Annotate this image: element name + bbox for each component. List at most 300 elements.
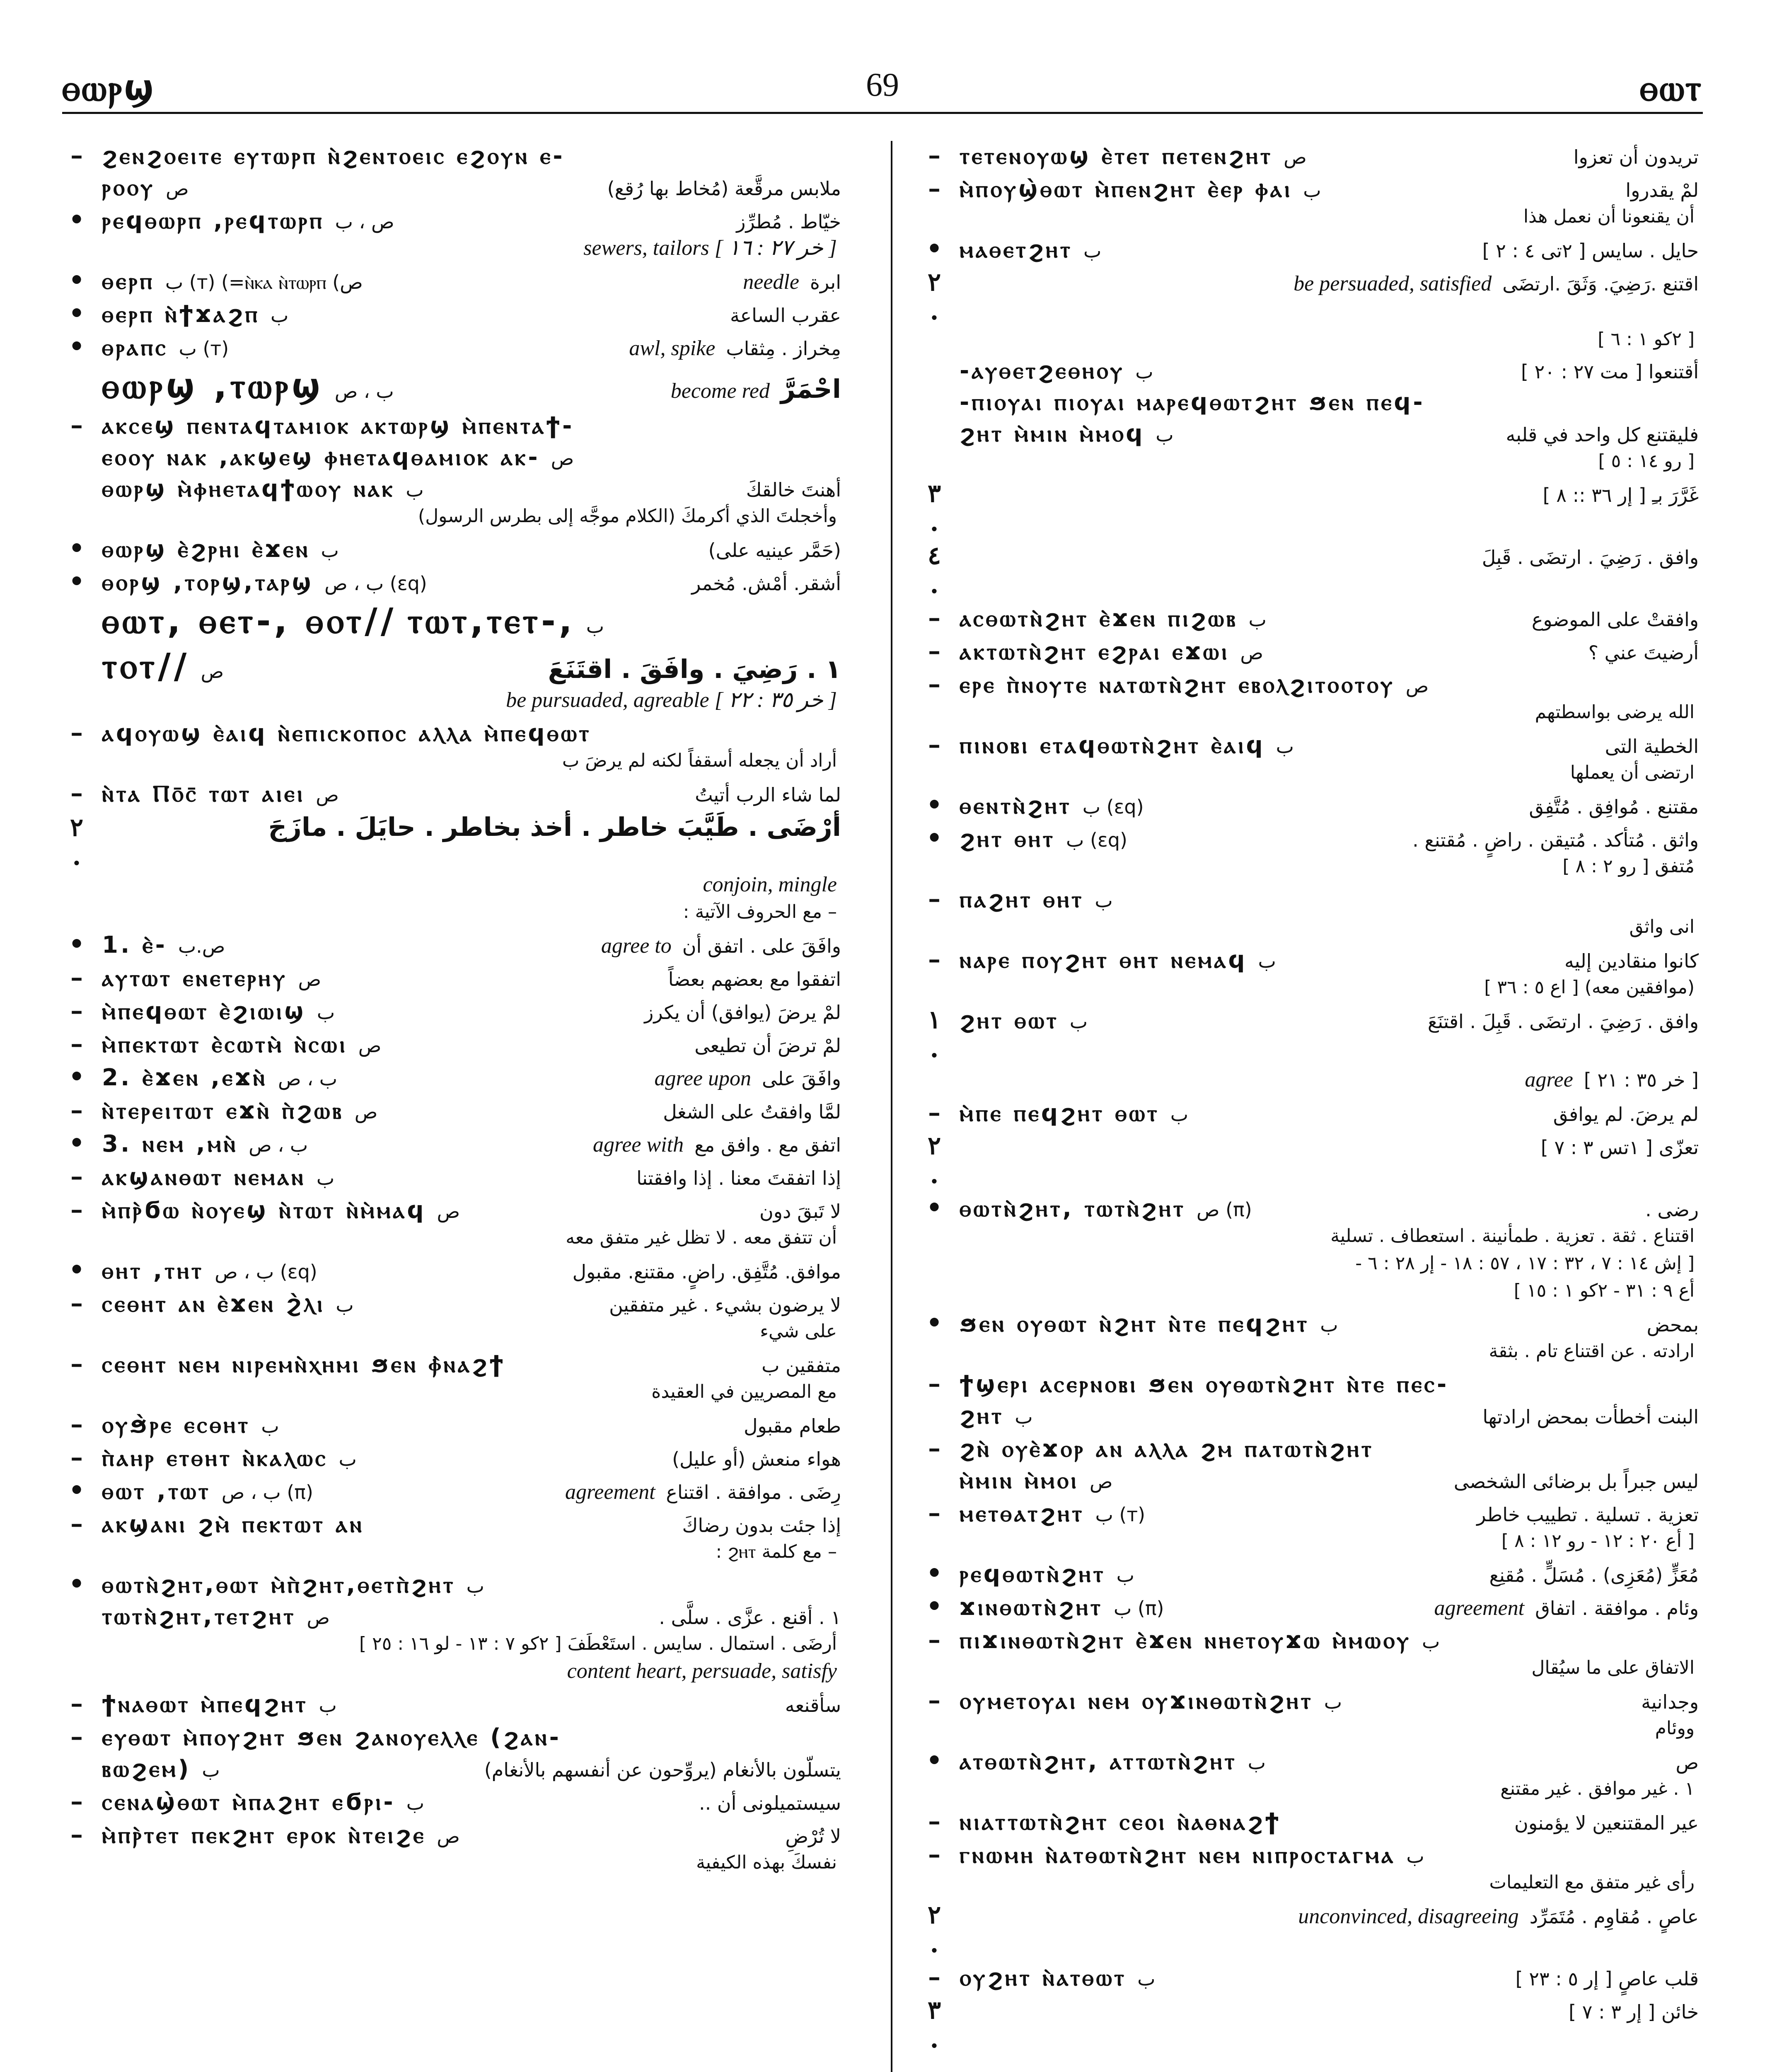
coptic-term: ⲁⲕⲥⲉϣ ⲡⲉⲛⲧⲁϥⲧⲁⲙⲓⲟⲕ ⲁⲕⲧⲱⲣϣ ⲙ̀ⲡⲉⲛⲧⲁϯ- bbox=[102, 412, 575, 439]
entry-subline: مع المصريين في العقيدة bbox=[651, 1381, 837, 1402]
dictionary-entry bbox=[920, 1900, 1699, 1958]
dialect-marker: ب bbox=[1156, 424, 1174, 446]
dictionary-entry bbox=[62, 1443, 841, 1472]
arabic-gloss: أقتنعوا [ مت ٢٧ : ٢٠ ] bbox=[1521, 361, 1699, 383]
dictionary-entry bbox=[920, 1559, 1699, 1588]
entry-line bbox=[920, 1309, 1699, 1338]
entry-bullet: • bbox=[68, 206, 85, 235]
dictionary-entry bbox=[920, 1467, 1699, 1494]
coptic-term: ⲛⲁⲣⲉ ⲡⲟⲩϩⲏⲧ ⲑⲏⲧ ⲛⲉⲙⲁϥ bbox=[960, 946, 1248, 973]
entry-bullet: – bbox=[928, 141, 941, 170]
english-gloss: agree bbox=[1525, 1068, 1573, 1092]
entry-bullet: – bbox=[70, 411, 83, 440]
entry-line bbox=[62, 1570, 841, 1599]
entry-subline: أراد أن يجعله أسقفاً لكنه لم يرضَ ب bbox=[562, 750, 837, 771]
dictionary-entry bbox=[62, 567, 841, 596]
entry-line bbox=[62, 600, 841, 641]
entry-line bbox=[920, 1840, 1699, 1869]
arabic-gloss: لمَّا وافقتُ على الشغل bbox=[663, 1101, 841, 1123]
dialect-marker: ص bbox=[354, 1101, 378, 1123]
entry-line bbox=[920, 824, 1699, 853]
coptic-term: ⲑⲣⲁⲡⲥ bbox=[102, 334, 168, 361]
dictionary-entry bbox=[920, 791, 1699, 820]
arabic-gloss: ص bbox=[1676, 1751, 1699, 1774]
arabic-gloss: ١ . أقنع . عزَّى . سلَّى . bbox=[659, 1606, 841, 1629]
entry-line bbox=[920, 791, 1699, 820]
arabic-gloss: سأقنعه bbox=[785, 1694, 841, 1716]
coptic-term: ⲁⲕϣⲁⲛⲑⲱⲧ ⲛⲉⲙⲁⲛ bbox=[102, 1164, 306, 1191]
coptic-term: ϩⲏⲧ ⲑⲏⲧ bbox=[960, 825, 1056, 852]
coptic-term: ⲁϥⲟⲩⲱϣ ⲉ̀ⲁⲓϥ ⲛ̀ⲉⲡⲓⲥⲕⲟⲡⲟⲥ ⲁⲗⲗⲁ ⲙ̀ⲡⲉϥⲑⲱⲧ bbox=[102, 720, 592, 747]
dictionary-entry bbox=[62, 1289, 841, 1345]
dictionary-entry bbox=[62, 266, 841, 295]
dictionary-entry bbox=[62, 812, 841, 926]
dictionary-entry bbox=[62, 963, 841, 992]
english-gloss: awl, spike bbox=[629, 336, 716, 360]
dictionary-entry bbox=[62, 1129, 841, 1158]
arabic-gloss: اتفق مع . وافق مع bbox=[694, 1134, 841, 1156]
entry-bullet: – bbox=[928, 1840, 941, 1869]
dialect-marker: ب ، ص (εq) bbox=[324, 572, 427, 595]
coptic-term: ⲧⲉⲧⲉⲛⲟⲩⲱϣ ⲉ̀ⲧⲉⲧ ⲡⲉⲧⲉⲛϩⲏⲧ bbox=[960, 143, 1273, 169]
dictionary-entry bbox=[920, 1746, 1699, 1803]
entry-line bbox=[920, 389, 1699, 416]
entry-line bbox=[62, 1129, 841, 1158]
dialect-marker: ب (т) (=ⲛ̀ⲕⲁ ⲛ̀ⲧⲱⲣⲡ (ص bbox=[165, 271, 363, 293]
entry-bullet: – bbox=[70, 1349, 83, 1378]
dictionary-entry bbox=[920, 1402, 1699, 1430]
coptic-term: ⲉⲩⲑⲱⲧ ⲙ̀ⲡⲟⲩϩⲏⲧ ϧⲉⲛ ϩⲁⲛⲟⲩⲉⲗⲗⲉ (ϩⲁⲛ- bbox=[102, 1724, 561, 1751]
entry-line bbox=[920, 1098, 1699, 1127]
arabic-gloss: وافَقَ على bbox=[762, 1067, 841, 1090]
coptic-term: ⲑⲉⲣⲡ bbox=[102, 268, 155, 295]
dialect-marker: ب (π) bbox=[1113, 1597, 1164, 1619]
entry-subline: [ إش ١٤ : ٧ ، ٣٢ : ١٧ ، ٥٧ : ١٨ - إر ٢٨ : ٦ - bbox=[1355, 1253, 1695, 1274]
dialect-marker: ب bbox=[1248, 608, 1267, 631]
entry-line bbox=[62, 963, 841, 992]
dictionary-entry bbox=[62, 1570, 841, 1599]
entry-line bbox=[62, 1820, 841, 1849]
dictionary-entry bbox=[920, 1434, 1699, 1463]
coptic-term: ⲃⲱϩⲉⲙ) bbox=[102, 1755, 191, 1782]
entry-line bbox=[62, 1689, 841, 1718]
entry-bullet: ٣ . bbox=[927, 479, 941, 537]
dictionary-entry bbox=[920, 1369, 1699, 1398]
dictionary-entry bbox=[920, 141, 1699, 170]
coptic-term: ⲙ̀ⲡⲉϥⲑⲱⲧ ⲉ̀ϩⲓⲱⲓϣ bbox=[102, 998, 306, 1025]
coptic-term: ⲅⲛⲱⲙⲏ ⲛ̀ⲁⲧⲑⲱⲧⲛ̀ϩⲏⲧ ⲛⲉⲙ ⲛⲓⲡⲣⲟⲥⲧⲁⲅⲙⲁ bbox=[960, 1842, 1396, 1869]
entry-bullet: – bbox=[70, 1029, 83, 1058]
coptic-term: ⲑⲱⲣϣ ,ⲧⲱⲣϣ bbox=[102, 366, 324, 406]
dialect-marker: ب ، ص (εq) bbox=[215, 1261, 317, 1283]
entry-line bbox=[62, 567, 841, 596]
dialect-marker: ب bbox=[1137, 1968, 1156, 1990]
arabic-gloss: رِضَى . موافقة . اقتناع bbox=[666, 1481, 841, 1503]
coptic-term: ⲙ̀ⲡⲣ̀ϭⲱ ⲛ̀ⲟⲩⲉϣ ⲛ̀ⲧⲱⲧ ⲛ̀ⲙ̀ⲙⲁϥ bbox=[102, 1197, 426, 1224]
entry-line bbox=[62, 1195, 841, 1224]
entry-bullet: – bbox=[928, 1625, 941, 1654]
entry-subline: وأخجلتَ الذي أكرمكَ (الكلام موجَّه إلى بطرس الرسول) bbox=[418, 506, 837, 527]
arabic-gloss: أهنتَ خالقكَ bbox=[746, 479, 841, 501]
entry-line bbox=[62, 646, 841, 687]
dictionary-entry bbox=[920, 389, 1699, 416]
entry-subline: انى واثق bbox=[1629, 916, 1695, 937]
entry-bullet: • bbox=[926, 1309, 943, 1338]
dialect-marker: ب bbox=[271, 304, 289, 327]
dictionary-entry bbox=[62, 534, 841, 563]
dialect-marker: ب ، ص bbox=[278, 1067, 338, 1090]
arabic-gloss: تريدون أن تعزوا bbox=[1573, 146, 1699, 168]
entry-bullet: • bbox=[926, 1592, 943, 1621]
entry-bullet: – bbox=[928, 174, 941, 203]
arabic-gloss: وافق . رَضِيَ . ارتضَى . قَبِلَ . اقتنَعَ bbox=[1427, 1010, 1699, 1033]
entry-subline: [ رو ١٤ : ٥ ] bbox=[1598, 450, 1695, 472]
entry-bullet: – bbox=[70, 1195, 83, 1224]
dialect-marker: ص bbox=[201, 660, 224, 683]
coptic-term: ⲑⲟⲣϣ ,ⲧⲟⲣϣ,ⲧⲁⲣϣ bbox=[102, 569, 314, 596]
entry-line bbox=[62, 1349, 841, 1378]
entry-line bbox=[920, 541, 1699, 599]
arabic-gloss: الخطية التى bbox=[1605, 735, 1699, 758]
arabic-gloss: [ خر ٣٥ : ٢١ ] bbox=[1584, 1069, 1699, 1091]
entry-line bbox=[62, 1509, 841, 1538]
dialect-marker: ب bbox=[1324, 1691, 1342, 1713]
dialect-marker: ب bbox=[338, 1448, 357, 1470]
coptic-term: ⲑⲱⲧ ,ⲧⲱⲧ bbox=[102, 1478, 211, 1505]
entry-line bbox=[920, 235, 1699, 264]
coptic-term: ⲣⲉϥⲑⲱⲧⲛ̀ϩⲏⲧ bbox=[960, 1561, 1106, 1588]
entry-bullet: – bbox=[70, 1820, 83, 1849]
arabic-gloss: وافق . رَضِيَ . ارتضَى . قَبِلَ bbox=[1482, 546, 1699, 569]
dialect-marker: ب bbox=[1069, 1010, 1088, 1033]
entry-line bbox=[62, 1787, 841, 1816]
coptic-term: ϩⲏⲧ ⲑⲱⲧ bbox=[960, 1007, 1059, 1034]
arabic-gloss: احْمَرَّ bbox=[780, 374, 841, 404]
arabic-gloss: حايل . سايس [ ٢تى ٤ : ٢ ] bbox=[1482, 240, 1699, 262]
entry-line bbox=[920, 945, 1699, 974]
dictionary-entry bbox=[920, 479, 1699, 537]
english-gloss: agree with bbox=[593, 1133, 684, 1157]
dialect-marker: ص bbox=[1089, 1470, 1113, 1493]
entry-line bbox=[62, 332, 841, 361]
arabic-gloss: سيستميلونى أن .. bbox=[699, 1792, 841, 1814]
coptic-term: ⲁⲩⲧⲱⲧ ⲉⲛⲉⲧⲉⲣⲏⲩ bbox=[102, 965, 288, 992]
entry-bullet: – bbox=[70, 1096, 83, 1125]
left-column bbox=[62, 141, 841, 2072]
coptic-term: -ⲁⲩⲑⲉⲧϩⲉⲑⲏⲟⲩ bbox=[960, 357, 1125, 384]
entry-line bbox=[920, 1996, 1699, 2054]
entry-bullet: • bbox=[926, 235, 943, 264]
dictionary-entry bbox=[62, 1689, 841, 1718]
dictionary-entry bbox=[62, 1722, 841, 1751]
english-gloss: agreement bbox=[565, 1480, 655, 1504]
coptic-term: 1. ⲉ̀- bbox=[102, 932, 167, 959]
dictionary-entry bbox=[920, 945, 1699, 1001]
entry-bullet: • bbox=[926, 1746, 943, 1775]
dictionary-entry bbox=[920, 174, 1699, 230]
entry-line bbox=[62, 444, 841, 471]
entry-subline: أن يقنعونا أن نعمل هذا bbox=[1523, 206, 1695, 227]
entry-line bbox=[62, 411, 841, 440]
entry-line bbox=[62, 812, 841, 871]
entry-bullet: • bbox=[68, 1256, 85, 1285]
dialect-marker: ب bbox=[319, 1694, 337, 1716]
coptic-term: ⲛⲓⲁⲧⲧⲱⲧⲛ̀ϩⲏⲧ ⲥⲉⲟⲓ ⲛ̀ⲁⲑⲛⲁϩϯ bbox=[960, 1808, 1281, 1835]
dialect-marker: ص bbox=[1284, 146, 1307, 168]
entry-line bbox=[920, 1498, 1699, 1527]
entry-line bbox=[62, 1603, 841, 1630]
entry-bullet: • bbox=[68, 930, 85, 959]
entry-line bbox=[62, 299, 841, 328]
entry-line bbox=[920, 884, 1699, 913]
entry-bullet: • bbox=[68, 534, 85, 563]
arabic-gloss: إذا اتفقتَ معنا . إذا وافقتنا bbox=[636, 1167, 841, 1189]
entry-line bbox=[920, 670, 1699, 699]
dialect-marker: ص bbox=[316, 784, 339, 806]
entry-line bbox=[920, 357, 1699, 385]
dictionary-entry bbox=[62, 1029, 841, 1058]
entry-subline: be pursuaded, agreable [ خر ٣٥ : ٢٢ ] bbox=[506, 688, 837, 712]
dialect-marker: ب (т) bbox=[179, 337, 229, 360]
arabic-gloss: ليس جبراً بل برضائى الشخصى bbox=[1453, 1470, 1699, 1493]
entry-line bbox=[920, 141, 1699, 170]
entry-subline: content heart, persuade, satisfy bbox=[567, 1659, 837, 1683]
coptic-term: ϩⲛ̀ ⲟⲩⲉ̀ϫⲟⲣ ⲁⲛ ⲁⲗⲗⲁ ϩⲙ ⲡⲁⲧⲱⲧⲛ̀ϩⲏⲧ bbox=[960, 1435, 1374, 1462]
dialect-marker: ب bbox=[1276, 735, 1294, 758]
coptic-term: ⲥⲉⲑⲏⲧ ⲁⲛ ⲉ̀ϫⲉⲛ ϩ̀ⲗⲓ bbox=[102, 1290, 325, 1317]
english-gloss: agree to bbox=[601, 934, 672, 958]
entry-bullet: • bbox=[68, 332, 85, 361]
coptic-term: ϯϣⲉⲣⲓ ⲁⲥⲉⲣⲛⲟⲃⲓ ϧⲉⲛ ⲟⲩⲑⲱⲧⲛ̀ϩⲏⲧ ⲛ̀ⲧⲉ ⲡⲉⲥ- bbox=[960, 1371, 1449, 1398]
coptic-term: ⲑⲱⲧⲛ̀ϩⲏⲧ,ⲑⲱⲧ ⲙ̀ⲡ̀ϩⲏⲧ,ⲑⲉⲧⲡ̀ϩⲏⲧ bbox=[102, 1571, 456, 1598]
arabic-gloss: لم يرضَ. لم يوافق bbox=[1553, 1103, 1699, 1126]
arabic-gloss: هواء منعش (أو عليل) bbox=[672, 1448, 841, 1470]
entry-subline: على شيء bbox=[760, 1321, 837, 1342]
coptic-term: ⲡⲓⲛⲟⲃⲓ ⲉⲧⲁϥⲑⲱⲧⲛ̀ϩⲏⲧ ⲉ̀ⲁⲓϥ bbox=[960, 732, 1265, 759]
entry-line bbox=[920, 1193, 1699, 1222]
arabic-gloss: ملابس مرقَّعة (مُخاط بها رُقع) bbox=[607, 177, 841, 200]
dialect-marker: ب ، ص (π) bbox=[221, 1481, 313, 1503]
dictionary-entry bbox=[62, 411, 841, 440]
dialect-marker: ص bbox=[358, 1034, 382, 1057]
entry-line bbox=[920, 1963, 1699, 1992]
arabic-gloss: رضى . bbox=[1645, 1198, 1699, 1221]
dialect-marker: ب bbox=[1258, 950, 1276, 972]
dialect-marker: ب bbox=[1303, 179, 1321, 201]
dictionary-entry bbox=[920, 1098, 1699, 1127]
arabic-gloss: بمحض bbox=[1647, 1314, 1699, 1336]
arabic-gloss: وافَقَ على . اتفق أن bbox=[682, 935, 841, 957]
dictionary-entry bbox=[920, 1067, 1699, 1094]
dictionary-entry bbox=[920, 637, 1699, 666]
arabic-gloss: غَرَّرَ بـِ [ إر ٣٦ :: ٨ ] bbox=[1543, 484, 1699, 506]
entry-subline: conjoin, mingle bbox=[703, 873, 837, 896]
entry-line bbox=[62, 174, 841, 201]
entry-line bbox=[62, 266, 841, 295]
arabic-gloss: كانوا منقادين إليه bbox=[1564, 950, 1699, 972]
entry-bullet: • bbox=[68, 266, 85, 295]
dialect-marker: ص.ب bbox=[178, 935, 225, 957]
arabic-gloss: اتفقوا مع بعضهم بعضاً bbox=[668, 968, 841, 990]
dialect-marker: ب ، ص bbox=[334, 380, 394, 402]
entry-bullet: – bbox=[928, 945, 941, 974]
dialect-marker: ص bbox=[551, 447, 574, 470]
entry-bullet: – bbox=[928, 603, 941, 632]
coptic-term: ⲡ̀ⲁⲏⲣ ⲉⲧⲑⲏⲧ ⲛ̀ⲕⲁⲗⲱⲥ bbox=[102, 1445, 328, 1472]
dictionary-entry bbox=[920, 1807, 1699, 1836]
dictionary-entry bbox=[62, 1787, 841, 1816]
dialect-marker: ص bbox=[1405, 675, 1429, 697]
dictionary-entry bbox=[62, 206, 841, 262]
entry-subline: ووئام bbox=[1655, 1718, 1695, 1739]
english-gloss: unconvinced, disagreeing bbox=[1298, 1905, 1519, 1928]
entry-subline: مُتفق [ رو ٢ : ٨ ] bbox=[1562, 856, 1695, 877]
entry-line bbox=[920, 1402, 1699, 1430]
dialect-marker: ص ، ب bbox=[335, 211, 394, 233]
entry-line bbox=[62, 1722, 841, 1751]
entry-bullet: • bbox=[68, 299, 85, 328]
dialect-marker: ب (εq) bbox=[1082, 796, 1144, 818]
arabic-gloss: لما شاء الرب أتيتُ bbox=[695, 784, 841, 806]
coptic-term: ⲑⲉⲣⲡ ⲛ̀ϯϫⲁϩⲡ bbox=[102, 301, 260, 328]
entry-bullet: – bbox=[70, 1689, 83, 1718]
arabic-gloss: عقرب الساعة bbox=[730, 304, 841, 327]
entry-line bbox=[920, 637, 1699, 666]
english-gloss: needle bbox=[743, 270, 799, 294]
dialect-marker: ب bbox=[586, 615, 604, 637]
entry-line bbox=[920, 1686, 1699, 1715]
coptic-term: ⲡⲓϫⲓⲛⲑⲱⲧⲛ̀ϩⲏⲧ ⲉ̀ϫⲉⲛ ⲛⲏⲉⲧⲟⲩϫⲱ ⲙ̀ⲙⲱⲟⲩ bbox=[960, 1627, 1411, 1654]
arabic-gloss: ١ . رَضِيَ . وافَقَ . اقتَنَعَ bbox=[548, 654, 841, 684]
dictionary-entry bbox=[62, 1820, 841, 1876]
dialect-marker: ب (εq) bbox=[1066, 829, 1127, 851]
dictionary-entry bbox=[920, 1840, 1699, 1896]
coptic-term: ⲙⲁⲑⲉⲧϩⲏⲧ bbox=[960, 236, 1073, 263]
entry-bullet: – bbox=[928, 1963, 941, 1992]
coptic-term: ⲙ̀ⲡⲉ ⲡⲉϥϩⲏⲧ ⲑⲱⲧ bbox=[960, 1100, 1160, 1127]
entry-bullet: • bbox=[926, 1193, 943, 1222]
coptic-term: ⲧⲱⲧⲛ̀ϩⲏⲧ,ⲧⲉⲧϩⲏⲧ bbox=[102, 1603, 296, 1630]
coptic-term: ⲑⲱⲣϣ ⲙ̀ⲫⲏⲉⲧⲁϥϯⲱⲟⲩ ⲛⲁⲕ bbox=[102, 475, 395, 502]
dialect-marker: ب bbox=[336, 1294, 354, 1316]
arabic-gloss: لمْ يرضَ (يوافق) أن يكرز bbox=[644, 1001, 841, 1024]
dictionary-entry bbox=[62, 1755, 841, 1783]
entry-line bbox=[920, 1369, 1699, 1398]
coptic-term-variant: ⲧⲱⲧ,ⲧⲉⲧ-, bbox=[407, 600, 575, 641]
entry-bullet: • bbox=[68, 1063, 85, 1092]
entry-bullet: • bbox=[68, 1570, 85, 1599]
entry-line bbox=[62, 996, 841, 1025]
entry-bullet: – bbox=[928, 1369, 941, 1398]
dialect-marker: ب bbox=[466, 1575, 484, 1597]
entry-bullet: – bbox=[70, 1162, 83, 1191]
arabic-gloss: موافق. مُتَّفِق. راضٍ. مقتنع. مقبول bbox=[572, 1261, 841, 1283]
dialect-marker: ص bbox=[298, 968, 322, 990]
dictionary-entry bbox=[62, 444, 841, 471]
dictionary-entry bbox=[920, 357, 1699, 385]
coptic-term: ⲥⲉⲑⲏⲧ ⲛⲉⲙ ⲛⲓⲣⲉⲙⲛ̀ⲭⲏⲙⲓ ϧⲉⲛ ⲫ̀ⲛⲁϩϯ bbox=[102, 1351, 506, 1378]
entry-bullet: ٣ . bbox=[927, 1996, 941, 2054]
entry-bullet: – bbox=[70, 1443, 83, 1472]
page-header bbox=[62, 62, 1703, 114]
arabic-gloss: لمْ يقدروا bbox=[1625, 179, 1699, 201]
entry-subline: اقتناع . ثقة . تعزية . طمأنينة . استعطاف . تسلية bbox=[1330, 1225, 1695, 1247]
entry-subline: رأى غير متفق مع التعليمات bbox=[1489, 1872, 1695, 1893]
arabic-gloss: قلب عاصٍ [ إر ٥ : ٢٣ ] bbox=[1515, 1968, 1699, 1990]
entry-bullet: • bbox=[68, 1129, 85, 1158]
header-right-headword: ⲑⲱⲧ bbox=[1639, 66, 1703, 109]
dialect-marker: ب bbox=[321, 539, 339, 562]
arabic-gloss: البنت أخطأت بمحض ارادتها bbox=[1482, 1406, 1699, 1428]
entry-line bbox=[920, 420, 1699, 448]
dialect-marker: ب bbox=[1422, 1630, 1440, 1653]
entry-bullet: – bbox=[928, 884, 941, 913]
entry-bullet: – bbox=[70, 1509, 83, 1538]
dictionary-entry bbox=[62, 718, 841, 775]
entry-bullet: – bbox=[70, 141, 83, 170]
arabic-gloss: لمْ ترضَ أن تطيعى bbox=[694, 1034, 841, 1057]
dictionary-entry bbox=[920, 541, 1699, 599]
coptic-term: ⲙ̀ⲡⲣ̀ⲧⲉⲧ ⲡⲉⲕϩⲏⲧ ⲉⲣⲟⲕ ⲛ̀ⲧⲉⲓϩⲉ bbox=[102, 1822, 426, 1849]
entry-line bbox=[62, 1443, 841, 1472]
dictionary-entry bbox=[920, 235, 1699, 264]
entry-bullet: – bbox=[928, 1807, 941, 1836]
coptic-term: ϩⲏⲧ ⲙ̀ⲙⲓⲛ ⲙ̀ⲙⲟϥ bbox=[960, 420, 1145, 447]
dictionary-entry bbox=[62, 996, 841, 1025]
coptic-term: ⲟⲩϧ̀ⲣⲉ ⲉⲥⲑⲏⲧ bbox=[102, 1411, 251, 1438]
arabic-gloss: خائن [ إر ٣ : ٧ ] bbox=[1569, 2001, 1699, 2023]
dictionary-entry bbox=[920, 824, 1699, 880]
arabic-gloss: وئام . موافقة . اتفاق bbox=[1535, 1597, 1699, 1619]
entry-line bbox=[62, 475, 841, 503]
coptic-term: ⲁⲧⲑⲱⲧⲛ̀ϩⲏⲧ, ⲁⲧⲧⲱⲧⲛ̀ϩⲏⲧ bbox=[960, 1748, 1237, 1775]
dictionary-entry bbox=[920, 1686, 1699, 1742]
entry-line bbox=[62, 534, 841, 563]
coptic-term: ⲙⲉⲧⲑⲁⲧϩⲏⲧ bbox=[960, 1500, 1085, 1527]
entry-line bbox=[920, 603, 1699, 632]
arabic-gloss: لا تَبقَ دون bbox=[759, 1200, 841, 1222]
coptic-term: 3. ⲛⲉⲙ ,ⲙⲛ̀ bbox=[102, 1130, 238, 1157]
dictionary-entry bbox=[62, 475, 841, 530]
coptic-term: ϫⲓⲛⲑⲱⲧⲛ̀ϩⲏⲧ bbox=[960, 1594, 1103, 1621]
dialect-marker: ب bbox=[317, 1001, 335, 1024]
entry-subline: ارادته . عن اقتناع تام . بثقة bbox=[1489, 1341, 1695, 1362]
entry-bullet: – bbox=[70, 963, 83, 992]
arabic-gloss: اقتنع .رَضِيَ. وَثَقَ .ارتضَى bbox=[1502, 273, 1699, 295]
entry-bullet: • bbox=[926, 1559, 943, 1588]
arabic-gloss: متفقين ب bbox=[762, 1354, 841, 1377]
entry-line bbox=[62, 1256, 841, 1285]
arabic-gloss: واثق . مُتأكد . مُتيقن . راضٍ . مُقتنع . bbox=[1412, 829, 1699, 851]
coptic-term: ϧⲉⲛ ⲟⲩⲑⲱⲧ ⲛ̀ϩⲏⲧ ⲛ̀ⲧⲉ ⲡⲉϥϩⲏⲧ bbox=[960, 1310, 1310, 1337]
dictionary-entry bbox=[62, 930, 841, 959]
entry-bullet: – bbox=[70, 779, 83, 808]
entry-bullet: – bbox=[928, 637, 941, 666]
entry-bullet: – bbox=[928, 670, 941, 699]
dialect-marker: ب bbox=[1015, 1406, 1033, 1428]
coptic-term: ⲙ̀ⲙⲓⲛ ⲙ̀ⲙⲟⲓ bbox=[960, 1467, 1079, 1494]
entry-subline: (موافقين معه) [ اع ٥ : ٣٦ ] bbox=[1484, 977, 1695, 998]
entry-bullet: • bbox=[68, 1476, 85, 1505]
dictionary-entry bbox=[62, 1162, 841, 1191]
coptic-term: ⲉⲟⲟⲩ ⲛⲁⲕ ,ⲁⲕϣⲉϣ ⲫⲏⲉⲧⲁϥⲑⲁⲙⲓⲟⲕ ⲁⲕ- bbox=[102, 444, 540, 471]
dialect-marker: ب ، ص bbox=[249, 1134, 308, 1156]
entry-subline: sewers, tailors [ خر ٢٧ : ١٦ ] bbox=[583, 236, 837, 260]
page-number: 69 bbox=[866, 67, 899, 103]
entry-bullet: – bbox=[70, 1289, 83, 1318]
entry-line bbox=[920, 1434, 1699, 1463]
entry-line bbox=[920, 1559, 1699, 1588]
